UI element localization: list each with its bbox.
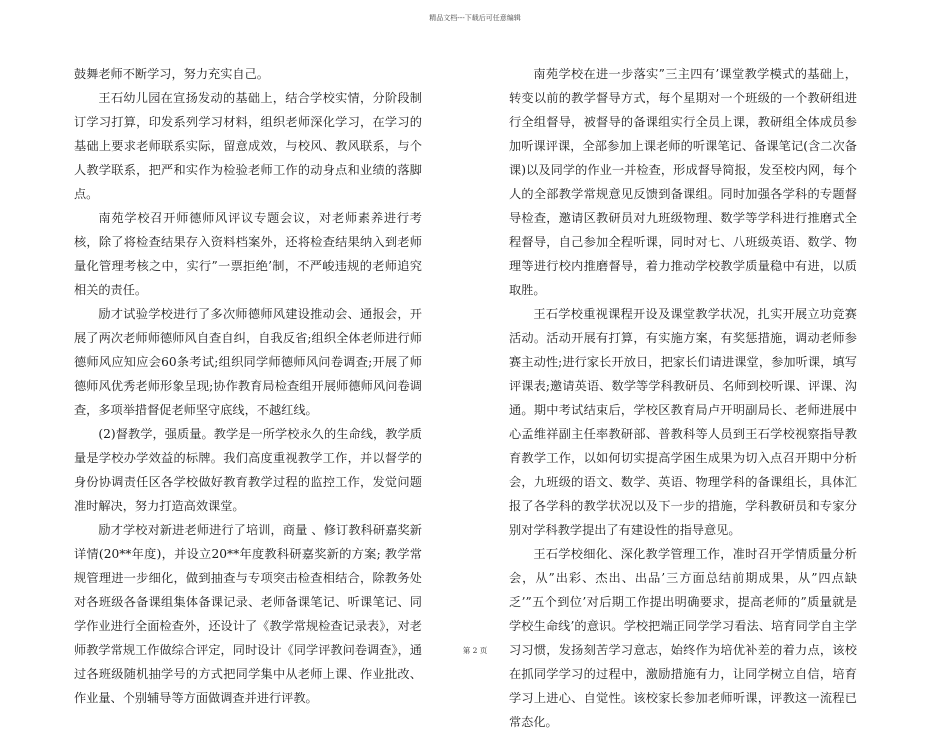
- paragraph: 王石幼儿园在宣扬发动的基础上，结合学校实情，分阶段制订学习打算，印发系列学习材料，组织老师深化学习，在学习的基础上要求老师联系实际，留意成效，与校风、教风联系，与个人教学联系，把严和实作为检验老师工作的动身点和业绩的落脚点。: [74, 91, 422, 201]
- paragraph: 王石学校重视课程开设及课堂教学状况，扎实开展立功竞赛活动。活动开展有打算，有实施方案，有奖惩措施，调动老师参赛主动性;进行家长开放日，把家长们请进课堂，参加听课，填写评课表;邀请英语、数学等学科教研员、名师到校听课、评课、沟通。期中考试结束后，学校区教育局卢开明副局长、老师进展中心孟维祥副主任率教研部、普教科等人员到王石学校视察指导教育教学工作，以如何切实提高学困生成果为切入点召开期中分析会，九班级的语文、数学、英语、物理学科的备课组长，具体汇报了各学科的教学状况以及下一步的措施，学科教研员和专家分别对学科教学提出了有建设性的指导意见。: [509, 307, 857, 537]
- page-header: 精品文档---下载后可任意编辑: [429, 14, 521, 22]
- page-number: 第 2 页: [462, 646, 488, 655]
- paragraph: 励才试验学校进行了多次师德师风建设推动会、通报会，开展了两次老师师德师风自查自纠，自我反省;组织全体老师进行师德师风应知应会60条考试;组织同学师德师风问卷调查;开展了师德师风优秀老师形象呈现;协作教育局检查组开展师德师风问卷调查，多项举措督促老师坚守底线，不越红线。: [74, 307, 422, 417]
- right-column: [509, 62, 857, 734]
- paragraph: 励才学校对新进老师进行了培训，商量 、修订教科研嘉奖新详情(20**年度)，并设立20**年度教科研嘉奖新的方案; 教学常规管理进一步细化，做到抽查与专项突击检查相结合，除教务处对各班级各备课组集体备课记录、老师备课笔记、听课笔记、同学作业进行全面检查外，还设计了《教学常规检查记录表》，对老师教学常规工作做综合评定，同时设计《同学评教问卷调查》，通过各班级随机抽学号的方式把同学集中从老师上课、作业批改、作业量、个别辅导等方面做调查并进行评教。: [74, 523, 422, 705]
- paragraph: 王石学校细化、深化教学管理工作，准时召开学情质量分析会，从”出彩、杰出、出品’三方面总结前期成果，从”四点缺乏’”五个到位’对后期工作提出明确要求，提高老师的”质量就是学校生命线’的意识。学校把端正同学学习看法、培育同学自主学习习惯，发扬刻苦学习意志，始终作为培优补差的着力点，该校在抓同学学习的过程中，激励措施有力，让同学树立自信，培育学习上进心、自觉性。该校家长参加老师听课，评教这一流程已常态化。: [509, 547, 857, 729]
- paragraph: 鼓舞老师不断学习，努力充实自己。: [74, 67, 269, 81]
- left-column: [74, 62, 422, 710]
- paragraph: 南苑学校在进一步落实”三主四有’课堂教学模式的基础上，转变以前的教学督导方式，每个星期对一个班级的一个教研组进行全组督导，被督导的备课组实行全员上课，教研组全体成员参加听课评课，全部参加上课老师的听课笔记、备课笔记(含二次备课)以及同学的作业一并检查，形成督导简报，发至校内网，每个人的全部教学常规意见反馈到备课组。同时加强各学科的专题督导检查，邀请区教研员对九班级物理、数学等学科进行推磨式全程督导，自己参加全程听课，同时对七、八班级英语、数学、物理等进行校内推磨督导，着力推动学校教学质量稳中有进，以质取胜。: [509, 67, 857, 297]
- paragraph: 南苑学校召开师德师风评议专题会议，对老师素养进行考核，除了将检查结果存入资料档案外，还将检查结果纳入到老师量化管理考核之中，实行”一票拒绝’制，不严峻违规的老师追究相关的责任。: [74, 211, 422, 297]
- paragraph: (2)督教学，强质量。教学是一所学校永久的生命线，教学质量是学校办学效益的标牌。我们高度重视教学工作，并以督学的身份协调责任区各学校做好教育教学过程的监控工作，发觉问题准时解决，努力打造高效课堂。: [74, 427, 422, 513]
